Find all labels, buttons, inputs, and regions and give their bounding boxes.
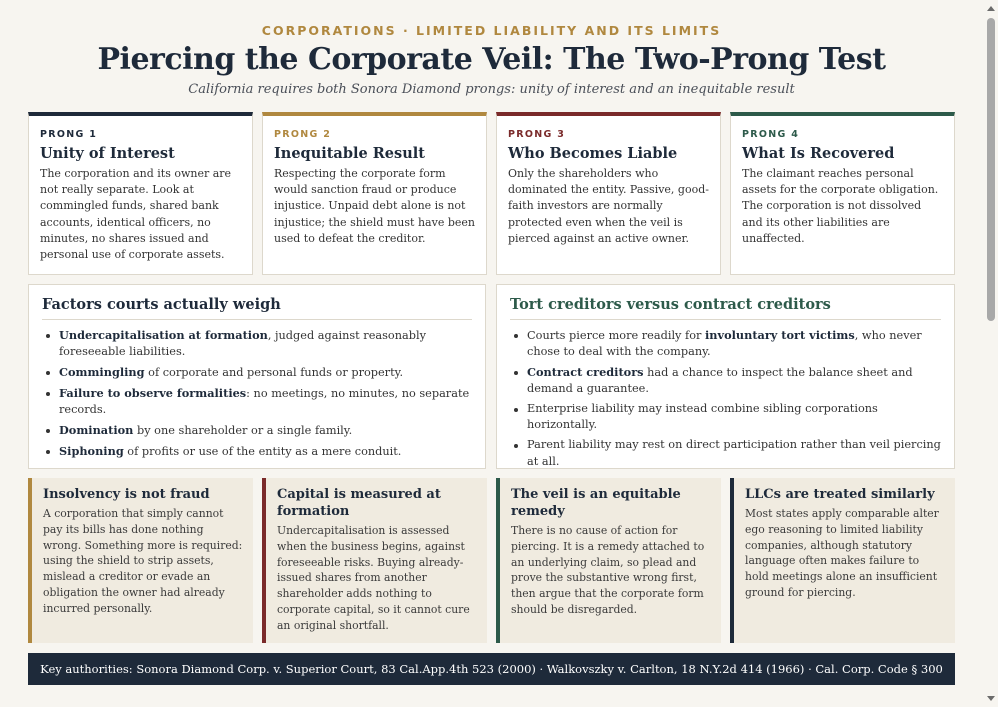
factors-title: Factors courts actually weigh <box>42 296 472 320</box>
creditor-text: had a chance to inspect the balance sheet and demand a guarantee. <box>527 366 913 396</box>
creditor-text: Courts pierce more readily for <box>527 329 705 342</box>
prong-card-1 <box>28 112 253 275</box>
page-title: Piercing the Corporate Veil: The Two-Prong Test <box>97 42 886 77</box>
factor-text: , judged against reasonably foreseeable liabilities. <box>59 329 426 359</box>
list-item <box>42 385 472 419</box>
list-item <box>42 422 472 439</box>
factor-term: Undercapitalisation at formation <box>59 328 268 342</box>
prong-title: Who Becomes Liable <box>508 145 678 162</box>
prong-cards <box>28 112 955 275</box>
creditors-panel <box>496 284 955 469</box>
note-title: LLCs are treated similarly <box>745 487 935 502</box>
factor-text: of profits or use of the entity as a mere conduit. <box>123 444 402 458</box>
scroll-up-arrow-icon[interactable] <box>987 6 995 11</box>
note-body: A corporation that simply cannot pay its bills has done nothing wrong. Something more is required: using the shield to strip assets, mislead a creditor or evade an obligation the owner had already incurred personally. <box>43 507 243 615</box>
prong-body: Respecting the corporate form would sanction fraud or produce injustice. Unpaid debt alone is not injustice; the shield must have been used to defeat the creditor. <box>274 167 475 245</box>
list-item <box>510 364 941 398</box>
prong-body: Only the shareholders who dominated the entity. Passive, good-faith investors are normally protected even when the veil is pierced against an active owner. <box>508 167 709 245</box>
list-item <box>510 327 941 361</box>
creditor-text: Enterprise liability may instead combine sibling corporations horizontally. <box>527 402 878 432</box>
list-item <box>42 443 472 460</box>
prong-card-3 <box>496 112 721 275</box>
prong-title: Inequitable Result <box>274 145 425 162</box>
note-title: Insolvency is not fraud <box>43 487 210 502</box>
creditor-text: Parent liability may rest on direct participation rather than veil piercing at all. <box>527 438 941 468</box>
note-body: There is no cause of action for piercing. It is a remedy attached to an underlying claim, so plead and prove the substantive wrong first, then argue that the corporate form should be disregarded. <box>511 524 705 616</box>
note-body: Most states apply comparable alter ego reasoning to limited liability companies, although statutory language often makes failure to hold meetings alone an insufficient ground for piercing. <box>745 507 939 599</box>
prong-title: Unity of Interest <box>40 145 175 162</box>
note-title: Capital is measured at formation <box>277 487 441 519</box>
prong-label: PRONG 4 <box>742 129 800 140</box>
factor-text: : no meetings, no minutes, no separate records. <box>59 386 470 417</box>
creditor-term: Contract creditors <box>527 365 644 380</box>
creditors-list <box>510 327 941 470</box>
prong-card-2 <box>262 112 487 275</box>
list-item <box>510 401 941 434</box>
section-eyebrow: CORPORATIONS · LIMITED LIABILITY AND ITS LIMITS <box>261 23 722 38</box>
authorities-footer: Key authorities: Sonora Diamond Corp. v. Superior Court, 83 Cal.App.4th 523 (2000) · Walkovszky v. Carlton, 18 N.Y.2d 414 (1966) · Cal. Corp. Code § 300 <box>28 653 955 685</box>
prong-title: What Is Recovered <box>742 145 895 162</box>
factor-text: of corporate and personal funds or property. <box>144 366 404 380</box>
factor-term: Domination <box>59 422 134 437</box>
factor-term: Commingling <box>59 365 145 380</box>
factor-term: Failure to observe formalities <box>59 385 247 400</box>
page-subtitle: California requires both Sonora Diamond prongs: unity of interest and an inequitable result <box>188 82 795 97</box>
list-item <box>42 327 472 361</box>
prong-label: PRONG 1 <box>40 129 98 140</box>
factor-term: Siphoning <box>59 443 124 458</box>
prong-body: The claimant reaches personal assets for the corporate obligation. The corporation is not dissolved and its other liabilities are unaffected. <box>742 167 939 245</box>
factors-panel <box>28 284 486 469</box>
prong-card-4 <box>730 112 955 275</box>
note-card-2 <box>262 478 487 643</box>
scroll-thumb[interactable] <box>987 18 995 321</box>
list-item <box>510 437 941 470</box>
note-card-4 <box>730 478 955 643</box>
prong-label: PRONG 2 <box>274 129 332 140</box>
prong-label: PRONG 3 <box>508 129 566 140</box>
note-body: Undercapitalisation is assessed when the business begins, against foreseeable risks. Buying already-issued shares from another shareholder adds nothing to corporate capital, so it cannot cure an original shortfall. <box>277 524 470 632</box>
creditor-term: involuntary tort victims <box>705 328 855 342</box>
vertical-scrollbar[interactable] <box>983 0 998 707</box>
prong-body: The corporation and its owner are not really separate. Look at commingled funds, shared bank accounts, identical officers, no minutes, no shares issued and personal use of corporate assets. <box>40 167 232 262</box>
creditors-title: Tort creditors versus contract creditors <box>510 296 941 320</box>
scroll-down-arrow-icon[interactable] <box>987 696 995 701</box>
factor-text: by one shareholder or a single family. <box>133 423 353 437</box>
note-title: The veil is an equitable remedy <box>511 487 681 519</box>
factors-list <box>42 327 472 460</box>
creditor-text: , who never chose to deal with the company. <box>527 329 922 359</box>
list-item <box>42 364 472 381</box>
note-card-3 <box>496 478 721 643</box>
note-card-1 <box>28 478 253 643</box>
